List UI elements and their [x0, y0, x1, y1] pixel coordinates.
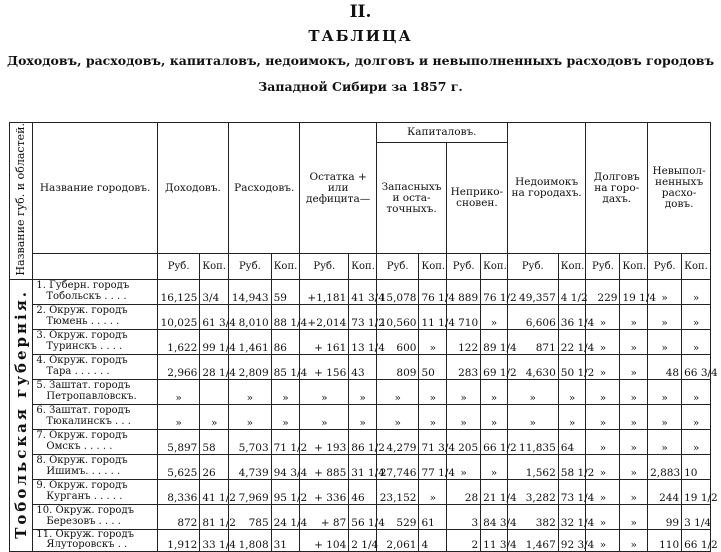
unt-rub-cell: 122	[447, 329, 481, 354]
city-name-cell	[33, 479, 157, 504]
inc-kop-cell: 33 1/4	[200, 529, 229, 551]
unf-kop-cell: »	[682, 429, 711, 454]
bal-rub-cell: + 336	[300, 479, 349, 504]
city-name-line1: 11. Окруж. городъ	[36, 528, 134, 540]
bal-rub-cell: + 87	[300, 504, 349, 529]
unf-kop-cell: 19 1/2	[682, 479, 711, 504]
res-kop-cell: »	[419, 479, 447, 504]
dbt-kop-cell: »	[620, 354, 648, 379]
unf-kop-cell: 3 1/4	[682, 504, 711, 529]
city-name-line2: Березовъ . . . .	[46, 515, 121, 527]
exp-kop-cell: 94 3/4	[271, 454, 300, 479]
bal-kop-cell: 31 1/4	[349, 454, 377, 479]
dbt-kop-cell: »	[620, 454, 648, 479]
city-name-cell	[33, 354, 157, 379]
inc-rub-cell: 8,336	[157, 479, 200, 504]
arr-kop-cell: 32 1/4	[558, 504, 586, 529]
bal-kop-cell: 56 1/4	[349, 504, 377, 529]
unt-kop-cell: 66 1/2	[481, 429, 508, 454]
city-name-line2: Курганъ . . . . .	[46, 490, 123, 502]
res-rub-cell: 600	[376, 329, 419, 354]
unit-kop: Коп.	[419, 254, 447, 279]
inc-kop-cell: 28 1/4	[200, 354, 229, 379]
bal-kop-cell: 13 1/4	[349, 329, 377, 354]
table-title: ТАБЛИЦА	[308, 27, 413, 45]
arr-kop-cell: 22 1/4	[558, 329, 586, 354]
dbt-rub-cell: »	[586, 479, 620, 504]
exp-rub-cell: 8,010	[229, 304, 272, 329]
table-row	[10, 504, 711, 529]
unf-kop-cell: »	[682, 304, 711, 329]
bal-rub-cell: + 104	[300, 529, 349, 551]
col-header-expense: Расходовъ.	[229, 123, 300, 254]
inc-kop-cell: 41 1/2	[200, 479, 229, 504]
bal-kop-cell: »	[349, 404, 377, 429]
unt-kop-cell: 76 1/2	[481, 279, 508, 304]
unit-kop: Коп.	[271, 254, 300, 279]
unit-kop: Коп.	[558, 254, 586, 279]
arr-kop-cell: 73 1/4	[558, 479, 586, 504]
unt-kop-cell: »	[481, 304, 508, 329]
arr-rub-cell: 1,467	[507, 529, 558, 551]
city-name-line1: 5. Заштат. городъ	[36, 380, 131, 392]
unt-rub-cell: 205	[447, 429, 481, 454]
unf-rub-cell: »	[648, 329, 682, 354]
unf-kop-cell: 66 1/2	[682, 529, 711, 551]
unit-rub: Руб.	[586, 254, 620, 279]
arr-rub-cell: 1,562	[507, 454, 558, 479]
table-row	[10, 454, 711, 479]
unf-kop-cell: »	[682, 329, 711, 354]
exp-kop-cell: 31	[271, 529, 300, 551]
bal-rub-cell: +1,181	[300, 279, 349, 304]
dbt-rub-cell: »	[586, 304, 620, 329]
res-kop-cell: 76 1/4	[419, 279, 447, 304]
city-name-line1: 1. Губерн. городъ	[36, 280, 130, 292]
arr-kop-cell: 58 1/2	[558, 454, 586, 479]
city-name-cell	[33, 454, 157, 479]
dbt-rub-cell: »	[586, 454, 620, 479]
bal-rub-cell: + 193	[300, 429, 349, 454]
dbt-kop-cell: 19 1/4	[620, 279, 648, 304]
unf-rub-cell: »	[648, 404, 682, 429]
table-subtitle-line2: Западной Сибири за 1857 г.	[258, 79, 463, 94]
table-row	[10, 354, 711, 379]
dbt-kop-cell: »	[620, 404, 648, 429]
arr-kop-cell: »	[558, 404, 586, 429]
col-header-reserve: Запасныхъ и оста-точныхъ.	[376, 143, 446, 254]
inc-kop-cell: 26	[200, 454, 229, 479]
unt-rub-cell: 3	[447, 504, 481, 529]
unf-rub-cell: 2,883	[648, 454, 682, 479]
res-rub-cell: 4,279	[376, 429, 419, 454]
dbt-kop-cell: »	[620, 429, 648, 454]
res-kop-cell: 50	[419, 354, 447, 379]
res-rub-cell: 23,152	[376, 479, 419, 504]
unt-rub-cell: »	[447, 404, 481, 429]
inc-kop-cell: 81 1/2	[200, 504, 229, 529]
arr-kop-cell: 92 3/4	[558, 529, 586, 551]
inc-rub-cell: 5,897	[157, 429, 200, 454]
unf-rub-cell: 48	[648, 354, 682, 379]
unt-rub-cell: »	[447, 379, 481, 404]
unt-rub-cell: 28	[447, 479, 481, 504]
res-rub-cell: 27,746	[376, 454, 419, 479]
province-name: Тобольская губернiя.	[11, 288, 30, 539]
col-header-gov: Название губ. и областей.	[10, 123, 33, 280]
unf-rub-cell: 110	[648, 529, 682, 551]
arr-kop-cell: 50 1/2	[558, 354, 586, 379]
dbt-rub-cell: »	[586, 329, 620, 354]
inc-rub-cell: »	[157, 404, 200, 429]
exp-kop-cell: »	[271, 404, 300, 429]
col-header-capital: Капиталовъ.	[376, 123, 507, 143]
table-row	[10, 279, 711, 304]
col-header-city: Название городовъ.	[33, 123, 157, 254]
exp-rub-cell: 14,943	[229, 279, 272, 304]
unt-rub-cell: »	[447, 454, 481, 479]
city-name-line1: 2. Окруж. городъ	[36, 305, 128, 317]
table-row	[10, 429, 711, 454]
res-rub-cell: »	[376, 404, 419, 429]
exp-rub-cell: 5,703	[229, 429, 272, 454]
arr-kop-cell: 36 1/4	[558, 304, 586, 329]
unit-rub: Руб.	[447, 254, 481, 279]
unt-rub-cell: 2	[447, 529, 481, 551]
city-name-line2: Петропавловскъ.	[46, 390, 137, 402]
unt-kop-cell: 89 1/4	[481, 329, 508, 354]
unt-rub-cell: 889	[447, 279, 481, 304]
dbt-kop-cell: »	[620, 379, 648, 404]
unt-kop-cell: 84 3/4	[481, 504, 508, 529]
bal-rub-cell: + 156	[300, 354, 349, 379]
city-name-line2: Омскъ . . . . .	[46, 440, 113, 452]
table-row	[10, 529, 711, 551]
city-name-line2: Тара . . . . . .	[46, 365, 110, 377]
exp-rub-cell: 1,461	[229, 329, 272, 354]
inc-rub-cell: 1,912	[157, 529, 200, 551]
city-name-line1: 3. Окруж. городъ	[36, 330, 128, 342]
city-name-line2: Тобольскъ . . . .	[46, 290, 127, 302]
city-name-line2: Туринскъ . . . .	[46, 340, 123, 352]
arr-rub-cell: »	[507, 404, 558, 429]
col-header-city-blank	[33, 254, 157, 279]
city-name-cell	[33, 429, 157, 454]
exp-kop-cell: 24 1/4	[271, 504, 300, 529]
city-name-line2: Ишимъ. . . . . .	[46, 465, 121, 477]
unit-rub: Руб.	[376, 254, 419, 279]
unf-rub-cell: »	[648, 279, 682, 304]
exp-kop-cell: »	[271, 379, 300, 404]
arr-rub-cell: 6,606	[507, 304, 558, 329]
inc-kop-cell: 61 3/4	[200, 304, 229, 329]
exp-rub-cell: 4,739	[229, 454, 272, 479]
res-kop-cell: »	[419, 404, 447, 429]
city-name-cell	[33, 504, 157, 529]
exp-kop-cell: 86	[271, 329, 300, 354]
arr-rub-cell: 871	[507, 329, 558, 354]
res-kop-cell: 4	[419, 529, 447, 551]
res-kop-cell: »	[419, 329, 447, 354]
city-name-line2: Ялуторовскъ . .	[46, 539, 128, 551]
exp-rub-cell: 2,809	[229, 354, 272, 379]
city-name-line1: 4. Окруж. городъ	[36, 355, 128, 367]
unf-rub-cell: 244	[648, 479, 682, 504]
dbt-kop-cell: »	[620, 329, 648, 354]
col-header-balance: Остатка + или дефицита—	[300, 123, 377, 254]
unf-rub-cell: »	[648, 304, 682, 329]
unit-kop: Коп.	[349, 254, 377, 279]
finance-table	[9, 122, 718, 552]
col-header-debts: Долговъ на горо-дахъ.	[586, 123, 648, 254]
arr-rub-cell: »	[507, 379, 558, 404]
city-name-line1: 7. Окруж. городъ	[36, 430, 128, 442]
unit-rub: Руб.	[157, 254, 200, 279]
bal-rub-cell: + 885	[300, 454, 349, 479]
bal-kop-cell: 46	[349, 479, 377, 504]
unit-kop: Коп.	[682, 254, 711, 279]
city-name-cell	[33, 404, 157, 429]
unt-kop-cell: 11 3/4	[481, 529, 508, 551]
bal-rub-cell: + 161	[300, 329, 349, 354]
city-name-cell	[33, 279, 157, 304]
dbt-rub-cell: »	[586, 379, 620, 404]
arr-kop-cell: 64	[558, 429, 586, 454]
bal-kop-cell: 73 1/2	[349, 304, 377, 329]
city-name-cell	[33, 329, 157, 354]
unt-kop-cell: »	[481, 404, 508, 429]
city-name-line1: 9. Окруж. городъ	[36, 480, 128, 492]
col-header-income: Доходовъ.	[157, 123, 228, 254]
bal-kop-cell: 2 1/4	[349, 529, 377, 551]
inc-rub-cell: 16,125	[157, 279, 200, 304]
unit-kop: Коп.	[481, 254, 508, 279]
bal-kop-cell: »	[349, 379, 377, 404]
unit-rub: Руб.	[300, 254, 349, 279]
table-row	[10, 379, 711, 404]
dbt-rub-cell: »	[586, 429, 620, 454]
inc-rub-cell: 1,622	[157, 329, 200, 354]
bal-kop-cell: 86 1/2	[349, 429, 377, 454]
dbt-rub-cell: »	[586, 504, 620, 529]
inc-rub-cell: 5,625	[157, 454, 200, 479]
table-row	[10, 479, 711, 504]
col-header-arrears: Недоимокъ на городахъ.	[507, 123, 586, 254]
exp-kop-cell: 88 1/4	[271, 304, 300, 329]
city-name-line1: 8. Окруж. городъ	[36, 455, 128, 467]
arr-rub-cell: 382	[507, 504, 558, 529]
unit-kop: Коп.	[620, 254, 648, 279]
table-body	[10, 279, 718, 551]
unit-rub: Руб.	[648, 254, 682, 279]
res-rub-cell: 10,560	[376, 304, 419, 329]
col-header-untouchable: Неприко-сновен.	[447, 143, 508, 254]
arr-rub-cell: 11,835	[507, 429, 558, 454]
inc-kop-cell: »	[200, 404, 229, 429]
inc-kop-cell: 58	[200, 429, 229, 454]
exp-rub-cell: »	[229, 404, 272, 429]
exp-rub-cell: 785	[229, 504, 272, 529]
city-name-cell	[33, 379, 157, 404]
exp-kop-cell: 85 1/4	[271, 354, 300, 379]
unf-kop-cell: »	[682, 379, 711, 404]
unf-kop-cell: 10	[682, 454, 711, 479]
unt-kop-cell: 69 1/2	[481, 354, 508, 379]
bal-rub-cell: »	[300, 404, 349, 429]
res-kop-cell: 77 1/4	[419, 454, 447, 479]
city-name-line2: Тюмень . . . . .	[46, 315, 120, 327]
unt-rub-cell: 283	[447, 354, 481, 379]
city-name-cell	[33, 304, 157, 329]
unt-kop-cell: 21 1/4	[481, 479, 508, 504]
dbt-kop-cell: »	[620, 504, 648, 529]
unf-rub-cell: 99	[648, 504, 682, 529]
dbt-kop-cell: »	[620, 529, 648, 551]
res-rub-cell: 15,078	[376, 279, 419, 304]
city-name-cell	[33, 529, 157, 551]
dbt-kop-cell: »	[620, 479, 648, 504]
province-cell	[10, 279, 33, 551]
inc-rub-cell: »	[157, 379, 200, 404]
unt-rub-cell: 710	[447, 304, 481, 329]
table-row	[10, 404, 711, 429]
unt-kop-cell: »	[481, 454, 508, 479]
arr-kop-cell: 4 1/2	[558, 279, 586, 304]
arr-rub-cell: 49,357	[507, 279, 558, 304]
res-rub-cell: 809	[376, 354, 419, 379]
exp-kop-cell: 95 1/2	[271, 479, 300, 504]
inc-kop-cell: 3/4	[200, 279, 229, 304]
dbt-rub-cell: »	[586, 404, 620, 429]
exp-kop-cell: 59	[271, 279, 300, 304]
city-name-line1: 6. Заштат. городъ	[36, 405, 131, 417]
unf-rub-cell: »	[648, 429, 682, 454]
exp-rub-cell: »	[229, 379, 272, 404]
bal-kop-cell: 41 3/4	[349, 279, 377, 304]
res-rub-cell: »	[376, 379, 419, 404]
dbt-rub-cell: 229	[586, 279, 620, 304]
unit-kop: Коп.	[200, 254, 229, 279]
inc-rub-cell: 2,966	[157, 354, 200, 379]
city-name-line2: Тюкалинскъ . . .	[46, 415, 131, 427]
unf-kop-cell: »	[682, 404, 711, 429]
res-kop-cell: 11 1/4	[419, 304, 447, 329]
table-number: II.	[349, 2, 372, 22]
res-kop-cell: »	[419, 379, 447, 404]
table-row	[10, 304, 711, 329]
unit-rub: Руб.	[229, 254, 272, 279]
exp-rub-cell: 7,969	[229, 479, 272, 504]
inc-rub-cell: 872	[157, 504, 200, 529]
arr-rub-cell: 4,630	[507, 354, 558, 379]
dbt-rub-cell: »	[586, 354, 620, 379]
bal-kop-cell: 43	[349, 354, 377, 379]
unf-kop-cell: »	[682, 279, 711, 304]
inc-kop-cell: 99 1/4	[200, 329, 229, 354]
res-rub-cell: 529	[376, 504, 419, 529]
col-header-unfulfilled: Невыпол-ненныхъ расхо-довъ.	[648, 123, 711, 254]
unf-rub-cell: »	[648, 379, 682, 404]
arr-rub-cell: 3,282	[507, 479, 558, 504]
dbt-rub-cell: »	[586, 529, 620, 551]
exp-rub-cell: 1,808	[229, 529, 272, 551]
res-kop-cell: 61	[419, 504, 447, 529]
exp-kop-cell: 71 1/2	[271, 429, 300, 454]
arr-kop-cell: »	[558, 379, 586, 404]
dbt-kop-cell: »	[620, 304, 648, 329]
city-name-line1: 10. Окруж. городъ	[36, 505, 134, 517]
inc-rub-cell: 10,025	[157, 304, 200, 329]
bal-rub-cell: +2,014	[300, 304, 349, 329]
table-subtitle-line1: Доходовъ, расходовъ, капиталовъ, недоимокъ, долговъ и невыполненныхъ расходовъ городовъ	[6, 53, 715, 68]
bal-rub-cell: »	[300, 379, 349, 404]
table-row	[10, 329, 711, 354]
unf-kop-cell: 66 3/4	[682, 354, 711, 379]
unit-rub: Руб.	[507, 254, 558, 279]
res-rub-cell: 2,061	[376, 529, 419, 551]
inc-kop-cell	[200, 379, 229, 404]
unt-kop-cell: »	[481, 379, 508, 404]
res-kop-cell: 71 3/4	[419, 429, 447, 454]
